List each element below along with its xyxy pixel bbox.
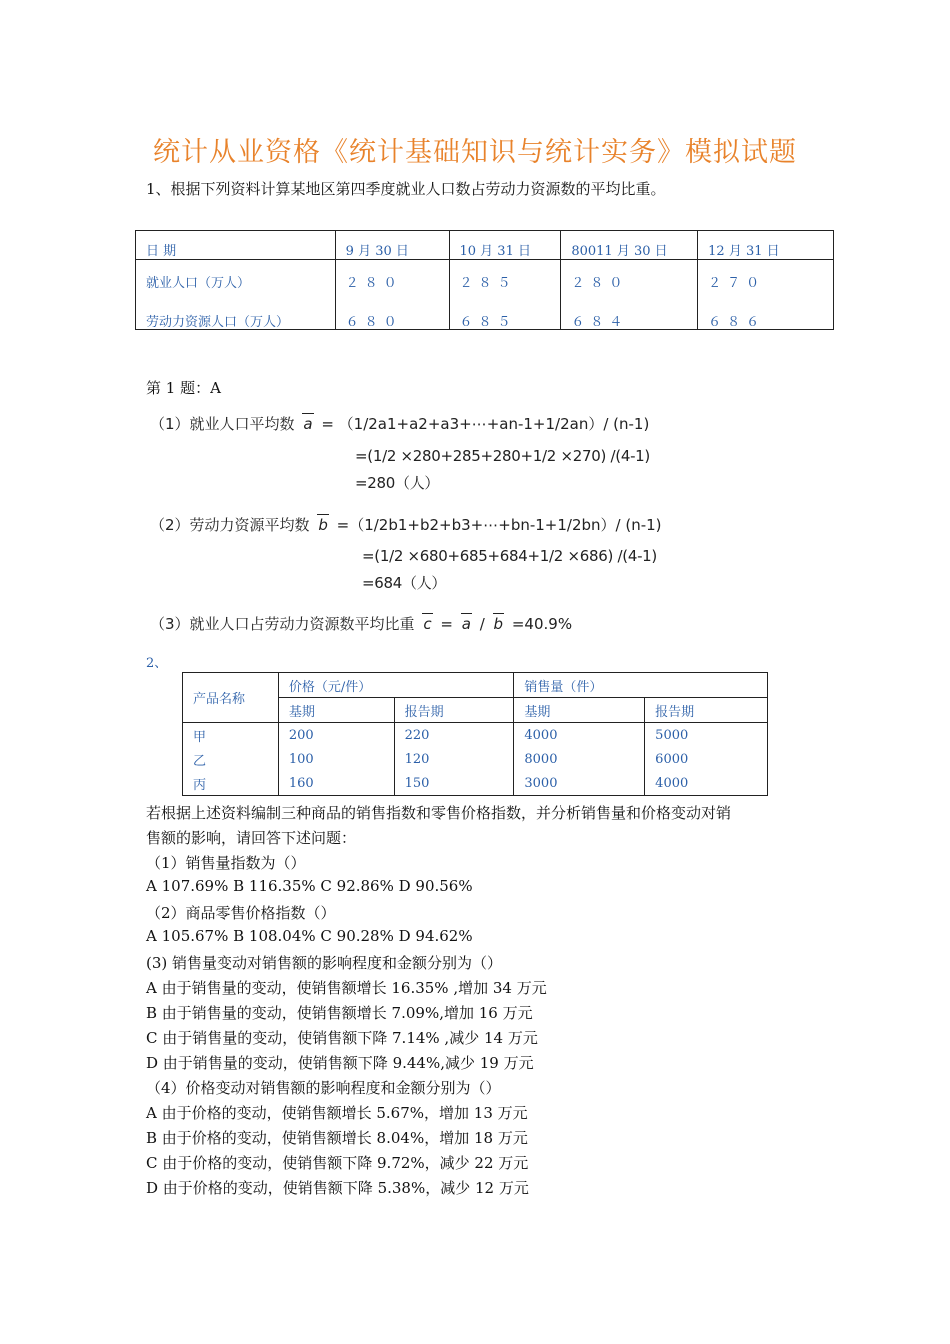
table-cell: 乙 xyxy=(183,747,279,771)
header-cell: 10 月 31 日 xyxy=(449,231,561,260)
formula-rhs: =（1/2b1+b2+b3+⋯+bn-1+1/2bn）/ (n-1) xyxy=(336,516,662,534)
question-1-intro: 1、根据下列资料计算某地区第四季度就业人口数占劳动力资源数的平均比重。 xyxy=(146,180,666,198)
answer-option: A 由于价格的变动，使销售额增长 5.67%，增加 13 万元 xyxy=(146,1104,528,1122)
header-cell: 价格（元/件） xyxy=(278,673,514,698)
sub-question: （4）价格变动对销售额的影响程度和金额分别为（） xyxy=(146,1079,501,1097)
table-cell: 4000 xyxy=(514,723,645,748)
question-2-text: 若根据上述资料编制三种商品的销售指数和零售价格指数，并分析销售量和价格变动对销 xyxy=(146,804,732,822)
header-cell: 日 期 xyxy=(136,231,336,260)
mean-b-symbol: b xyxy=(314,516,332,534)
table-cell: 220 xyxy=(394,723,514,748)
table-row xyxy=(136,317,834,330)
table-cell: 200 xyxy=(278,723,394,748)
table-header-row xyxy=(183,673,768,698)
table-cell: 4000 xyxy=(645,771,768,796)
row-label: 劳动力资源人口（万人） xyxy=(136,317,336,330)
formula-prefix: （1）就业人口平均数 xyxy=(150,415,295,433)
formula-3 xyxy=(150,613,572,634)
mean-a-symbol: a xyxy=(299,415,316,433)
formula-1-line-3: =280（人） xyxy=(355,474,440,492)
table-cell: ６８０ xyxy=(335,317,449,330)
answer-option: A 由于销售量的变动，使销售额增长 16.35% ,增加 34 万元 xyxy=(146,979,547,997)
table-row xyxy=(136,260,834,318)
question-2-text: 售额的影响，请回答下述问题： xyxy=(146,829,357,847)
table-cell: ２８０ xyxy=(561,260,698,318)
answer-option: D 由于销售量的变动，使销售额下降 9.44%,减少 19 万元 xyxy=(146,1054,534,1072)
header-cell: 基期 xyxy=(278,698,394,723)
question-2-number: 2、 xyxy=(146,656,168,671)
row-label: 就业人口（万人） xyxy=(136,260,336,318)
sub-question: (3) 销售量变动对销售额的影响程度和金额分别为（） xyxy=(146,954,503,972)
mean-b-symbol: b xyxy=(490,615,508,633)
answer-option: D 由于价格的变动，使销售额下降 5.38%，减少 12 万元 xyxy=(146,1179,529,1197)
table-cell: ２８０ xyxy=(335,260,449,318)
answer-options: A 107.69% B 116.35% C 92.86% D 90.56% xyxy=(146,877,473,895)
table-cell: 6000 xyxy=(645,747,768,771)
answer-label: 第 1 题：A xyxy=(146,379,221,397)
sub-question: （2）商品零售价格指数（） xyxy=(146,904,336,922)
page-title: 统计从业资格《统计基础知识与统计实务》模拟试题 xyxy=(153,137,797,168)
header-cell: 80011 月 30 日 xyxy=(561,231,698,260)
table-cell: 8000 xyxy=(514,747,645,771)
formula-rhs: = （1/2a1+a2+a3+⋯+an-1+1/2an）/ (n-1) xyxy=(321,415,650,433)
table-cell: 5000 xyxy=(645,723,768,748)
equals-sign: = xyxy=(440,615,453,633)
table-cell: ２７０ xyxy=(698,260,834,318)
header-cell: 报告期 xyxy=(394,698,514,723)
formula-2-line-2: =(1/2 ×680+685+684+1/2 ×686) /(4-1) xyxy=(362,547,657,565)
table-cell: 120 xyxy=(394,747,514,771)
formula-2-line-3: =684（人） xyxy=(362,574,447,592)
table-row xyxy=(183,723,768,748)
formula-prefix: （3）就业人口占劳动力资源数平均比重 xyxy=(150,615,415,633)
formula-1-line-1 xyxy=(150,413,649,434)
mean-c-symbol: c xyxy=(419,615,435,633)
table-row xyxy=(183,771,768,796)
table-cell: ６８５ xyxy=(449,317,561,330)
table-cell: 丙 xyxy=(183,771,279,796)
table-cell: 160 xyxy=(278,771,394,796)
header-cell: 基期 xyxy=(514,698,645,723)
header-cell: 销售量（件） xyxy=(514,673,768,698)
table-cell: 3000 xyxy=(514,771,645,796)
answer-option: B 由于销售量的变动，使销售额增长 7.09%,增加 16 万元 xyxy=(146,1004,533,1022)
sub-question: （1）销售量指数为（） xyxy=(146,854,306,872)
answer-option: C 由于销售量的变动，使销售额下降 7.14% ,减少 14 万元 xyxy=(146,1029,538,1047)
table-header-row xyxy=(136,231,834,260)
header-cell: 12 月 31 日 xyxy=(698,231,834,260)
table-cell: ２８５ xyxy=(449,260,561,318)
table-cell: ６８６ xyxy=(698,317,834,330)
formula-2-line-1 xyxy=(150,514,662,535)
answer-options: A 105.67% B 108.04% C 90.28% D 94.62% xyxy=(146,927,473,945)
header-cell: 报告期 xyxy=(645,698,768,723)
table-cell: ６８４ xyxy=(561,317,698,330)
formula-result: =40.9% xyxy=(511,615,573,633)
formula-1-line-2: =(1/2 ×280+285+280+1/2 ×270) /(4-1) xyxy=(355,447,650,465)
mean-a-symbol: a xyxy=(458,615,475,633)
table-cell: 100 xyxy=(278,747,394,771)
product-table xyxy=(182,672,768,796)
table-row xyxy=(183,747,768,771)
answer-option: C 由于价格的变动，使销售额下降 9.72%，减少 22 万元 xyxy=(146,1154,529,1172)
header-cell: 产品名称 xyxy=(183,673,279,723)
header-cell: 9 月 30 日 xyxy=(335,231,449,260)
employment-table xyxy=(135,230,834,330)
divide-sign: / xyxy=(479,615,485,633)
table-cell: 甲 xyxy=(183,723,279,748)
table-cell: 150 xyxy=(394,771,514,796)
answer-option: B 由于价格的变动，使销售额增长 8.04%，增加 18 万元 xyxy=(146,1129,528,1147)
formula-prefix: （2）劳动力资源平均数 xyxy=(150,516,310,534)
